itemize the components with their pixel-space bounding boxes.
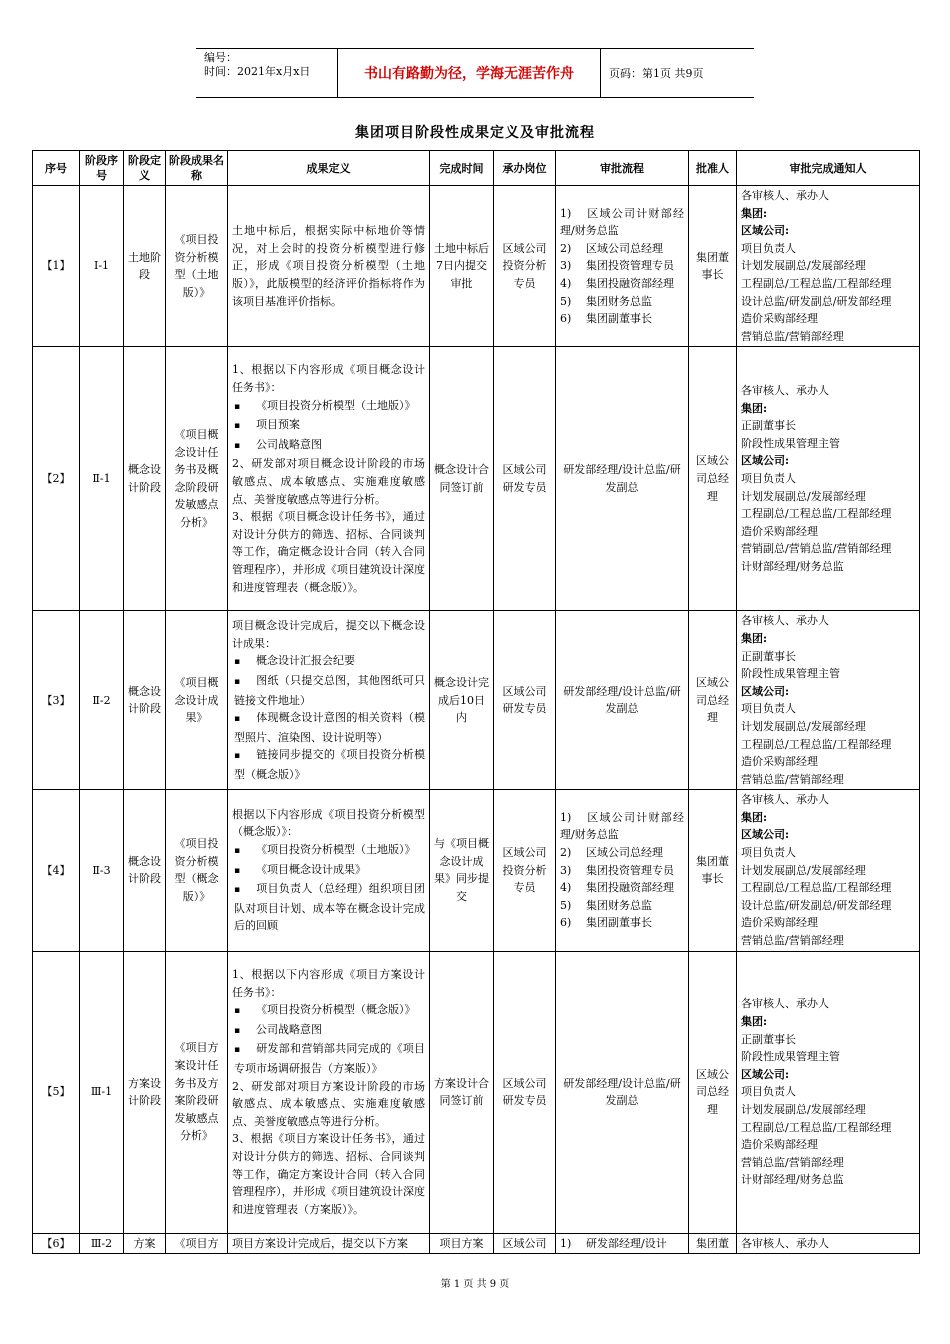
definition-cell <box>228 790 430 951</box>
stage-no-cell: Ⅰ-1 <box>80 186 124 347</box>
notify-line: 区域公司: <box>741 1067 790 1081</box>
col-header: 审批完成通知人 <box>737 151 920 186</box>
notify-line: 集团: <box>741 631 768 645</box>
seq-cell: 【5】 <box>33 951 80 1233</box>
notify-line: 计划发展副总/发展部经理 <box>741 863 866 877</box>
approver-cell: 区域公司总经理 <box>689 951 737 1233</box>
flow-step <box>560 257 684 275</box>
definition-bullet: ▪ 项目负责人（总经理）组织项目团队对项目计划、成本等在概念设计完成后的回顾 <box>232 880 425 935</box>
col-header: 阶段序号 <box>80 151 124 186</box>
flow-step-number: 4) <box>560 881 572 895</box>
notify-line: 区域公司: <box>741 454 790 468</box>
definition-bullet: ▪ 《项目概念设计成果》 <box>232 861 425 881</box>
notify-line: 区域公司: <box>741 684 790 698</box>
definition-text: 3、根据《项目概念设计任务书》，通过对设计分供方的筛选、招标、合同谈判等工作，确定概念设计合同（转入合同管理程序），并形成《项目建筑设计深度和进度管理表（概念版）》。 <box>232 510 425 594</box>
flow-cell <box>556 186 689 347</box>
notify-line: 正副董事长 <box>741 1032 796 1046</box>
notify-line: 造价采购部经理 <box>741 1138 818 1152</box>
table-header-row <box>33 151 920 186</box>
approver-cell: 区域公司总经理 <box>689 347 737 611</box>
definition-bullet: ▪ 体现概念设计意图的相关资料（模型照片、渲染图、设计说明等） <box>232 709 425 746</box>
approver-cell: 集团董 <box>689 1233 737 1254</box>
definition-bullet: ▪ 《项目投资分析模型（概念版）》 <box>232 1001 425 1021</box>
notify-line: 设计总监/研发副总/研发部经理 <box>741 294 892 308</box>
post-cell: 区域公司 <box>494 1233 556 1254</box>
flow-step <box>560 293 684 311</box>
flow-step <box>560 844 684 862</box>
notify-line: 造价采购部经理 <box>741 524 818 538</box>
flow-cell <box>556 951 689 1233</box>
notify-line: 工程副总/工程总监/工程部经理 <box>741 276 892 290</box>
notify-cell <box>737 790 920 951</box>
result-name-cell: 《项目方 <box>166 1233 228 1254</box>
stage-no-cell: Ⅱ-2 <box>80 611 124 790</box>
col-header: 成果定义 <box>228 151 430 186</box>
seq-cell: 【2】 <box>33 347 80 611</box>
stage-def-cell: 概念设计阶段 <box>124 611 166 790</box>
approval-table <box>32 150 920 1254</box>
col-header: 完成时间 <box>430 151 494 186</box>
time-cell: 方案设计合同签订前 <box>430 951 494 1233</box>
stage-no-cell: Ⅲ-1 <box>80 951 124 1233</box>
definition-text: 1、根据以下内容形成《项目方案设计任务书》： <box>232 967 425 999</box>
notify-cell <box>737 186 920 347</box>
flow-step-number: 1) <box>560 810 572 824</box>
notify-line: 工程副总/工程总监/工程部经理 <box>741 1120 892 1134</box>
post-cell: 区域公司投资分析专员 <box>494 186 556 347</box>
notify-line: 营销总监/营销部经理 <box>741 1155 844 1169</box>
notify-cell <box>737 1233 920 1254</box>
flow-text: 研发部经理/设计总监/研发副总 <box>563 463 681 494</box>
notify-line: 各审核人、承办人 <box>741 1236 829 1250</box>
flow-step <box>560 897 684 915</box>
definition-text: 土地中标后，根据实际中标地价等情况，对上会时的投资分析模型进行修正，形成《项目投资分析模型（土地版）》，此版模型的经济评价指标将作为该项目基准评价指标。 <box>232 224 425 308</box>
notify-line: 正副董事长 <box>741 419 796 433</box>
flow-step-number: 5) <box>560 294 572 308</box>
flow-step-text: 集团副董事长 <box>586 916 652 930</box>
post-cell: 区域公司研发专员 <box>494 347 556 611</box>
definition-bullet: ▪ 概念设计汇报会纪要 <box>232 652 425 672</box>
time-cell: 土地中标后7日内提交审批 <box>430 186 494 347</box>
flow-step-text: 研发部经理/设计 <box>586 1236 667 1250</box>
notify-line: 阶段性成果管理主管 <box>741 436 840 450</box>
approver-cell: 集团董事长 <box>689 790 737 951</box>
flow-step <box>560 862 684 880</box>
notify-line: 项目负责人 <box>741 846 796 860</box>
flow-step-text: 集团投融资部经理 <box>586 881 674 895</box>
flow-cell <box>556 347 689 611</box>
stage-def-cell: 概念设计阶段 <box>124 347 166 611</box>
table-row <box>33 611 920 790</box>
flow-step-number: 5) <box>560 898 572 912</box>
flow-step-text: 区域公司总经理 <box>586 241 663 255</box>
definition-bullet: ▪ 公司战略意图 <box>232 436 425 456</box>
definition-cell <box>228 611 430 790</box>
flow-step-number: 1) <box>560 1236 572 1250</box>
result-name-cell: 《项目投资分析模型（概念版）》 <box>166 790 228 951</box>
definition-cell <box>228 186 430 347</box>
definition-cell <box>228 951 430 1233</box>
notify-line: 区域公司: <box>741 224 790 238</box>
notify-line: 设计总监/研发副总/研发部经理 <box>741 898 892 912</box>
notify-line: 区域公司: <box>741 828 790 842</box>
flow-step-text: 区域公司总经理 <box>586 846 663 860</box>
seq-cell: 【3】 <box>33 611 80 790</box>
definition-bullet: ▪ 公司战略意图 <box>232 1021 425 1041</box>
result-name-cell: 《项目概念设计任务书及概念阶段研发敏感点分析》 <box>166 347 228 611</box>
flow-step <box>560 205 684 240</box>
flow-step-text: 集团投融资部经理 <box>586 276 674 290</box>
notify-line: 项目负责人 <box>741 702 796 716</box>
document-title: 集团项目阶段性成果定义及审批流程 <box>355 125 595 141</box>
flow-step-text: 集团财务总监 <box>586 898 652 912</box>
notify-line: 各审核人、承办人 <box>741 384 829 398</box>
notify-line: 造价采购部经理 <box>741 916 818 930</box>
notify-line: 项目负责人 <box>741 472 796 486</box>
flow-step <box>560 275 684 293</box>
flow-step-text: 集团财务总监 <box>586 294 652 308</box>
notify-line: 项目负责人 <box>741 241 796 255</box>
col-header: 审批流程 <box>556 151 689 186</box>
flow-text: 研发部经理/设计总监/研发副总 <box>563 684 681 716</box>
stage-def-cell: 方案设计阶段 <box>124 951 166 1233</box>
notify-line: 正副董事长 <box>741 649 796 663</box>
stage-no-cell: Ⅲ-2 <box>80 1233 124 1254</box>
col-header: 承办岗位 <box>494 151 556 186</box>
notify-line: 营销总监/营销部经理 <box>741 934 844 948</box>
flow-step-number: 3) <box>560 259 572 273</box>
seq-cell: 【1】 <box>33 186 80 347</box>
post-cell: 区域公司研发专员 <box>494 611 556 790</box>
table-row <box>33 951 920 1233</box>
definition-cell <box>228 1233 430 1254</box>
table-row <box>33 186 920 347</box>
time-cell: 项目方案 <box>430 1233 494 1254</box>
flow-step-number: 2) <box>560 241 572 255</box>
notify-line: 计财部经理/财务总监 <box>741 1173 844 1187</box>
notify-line: 阶段性成果管理主管 <box>741 667 840 681</box>
flow-step-number: 6) <box>560 312 572 326</box>
notify-line: 计划发展副总/发展部经理 <box>741 1102 866 1116</box>
flow-step-number: 2) <box>560 846 572 860</box>
notify-line: 计划发展副总/发展部经理 <box>741 719 866 733</box>
notify-line: 造价采购部经理 <box>741 312 818 326</box>
notify-line: 计划发展副总/发展部经理 <box>741 489 866 503</box>
flow-step-number: 3) <box>560 863 572 877</box>
flow-step <box>560 809 684 844</box>
flow-cell <box>556 1233 689 1254</box>
col-header: 阶段定义 <box>124 151 166 186</box>
time-cell: 与《项目概念设计成果》同步提交 <box>430 790 494 951</box>
notify-line: 造价采购部经理 <box>741 755 818 769</box>
approver-cell: 区域公司总经理 <box>689 611 737 790</box>
definition-cell <box>228 347 430 611</box>
notify-cell <box>737 611 920 790</box>
stage-def-cell: 概念设计阶段 <box>124 790 166 951</box>
notify-line: 集团: <box>741 401 768 415</box>
notify-line: 工程副总/工程总监/工程部经理 <box>741 737 892 751</box>
definition-text: 项目概念设计完成后，提交以下概念设计成果： <box>232 619 425 650</box>
definition-bullet: ▪ 链接同步提交的《项目投资分析模型（概念版）》 <box>232 746 425 783</box>
notify-line: 营销总监/营销部经理 <box>741 772 844 786</box>
definition-text: 3、根据《项目方案设计任务书》，通过对设计分供方的筛选、招标、合同谈判等工作，确定方案设计合同（转入合同管理程序），并形成《项目建筑设计深度和进度管理表（方案版）》。 <box>232 1132 425 1216</box>
definition-bullet: ▪ 《项目投资分析模型（土地版）》 <box>232 841 425 861</box>
notify-line: 各审核人、承办人 <box>741 997 829 1011</box>
stage-no-cell: Ⅱ-1 <box>80 347 124 611</box>
flow-step <box>560 914 684 932</box>
definition-text: 项目方案设计完成后，提交以下方案 <box>232 1236 408 1250</box>
table-row <box>33 790 920 951</box>
notify-line: 营销副总/营销总监/营销部经理 <box>741 542 892 556</box>
definition-text: 1、根据以下内容形成《项目概念设计任务书》： <box>232 363 425 395</box>
table-row <box>33 347 920 611</box>
notify-line: 集团: <box>741 206 768 220</box>
flow-step-text: 集团副董事长 <box>586 312 652 326</box>
notify-cell <box>737 347 920 611</box>
definition-text: 2、研发部对项目方案设计阶段的市场敏感点、成本敏感点、实施难度敏感点、美誉度敏感点等进行分析。 <box>232 1079 425 1128</box>
notify-line: 工程副总/工程总监/工程部经理 <box>741 881 892 895</box>
header-meta <box>196 49 338 97</box>
notify-line: 各审核人、承办人 <box>741 189 829 202</box>
stage-no-cell: Ⅱ-3 <box>80 790 124 951</box>
definition-bullet: ▪ 研发部和营销部共同完成的《项目专项市场调研报告（方案版）》 <box>232 1040 425 1077</box>
seq-cell: 【4】 <box>33 790 80 951</box>
flow-step-text: 区域公司计财部经理/财务总监 <box>560 206 684 238</box>
stage-def-cell: 方案 <box>124 1233 166 1254</box>
col-header: 序号 <box>33 151 80 186</box>
header-page-label: 页码：第1页 共9页 <box>609 67 704 80</box>
flow-step <box>560 240 684 258</box>
flow-cell <box>556 790 689 951</box>
definition-bullet: ▪ 图纸（只提交总图，其他图纸可只链接文件地址） <box>232 672 425 709</box>
notify-cell <box>737 951 920 1233</box>
notify-line: 计财部经理/财务总监 <box>741 560 844 574</box>
col-header: 阶段成果名称 <box>166 151 228 186</box>
flow-step <box>560 879 684 897</box>
table-row <box>33 1233 920 1254</box>
definition-text: 2、研发部对项目概念设计阶段的市场敏感点、成本敏感点、实施难度敏感点、美誉度敏感点等进行分析。 <box>232 457 425 506</box>
definition-text: 根据以下内容形成《项目投资分析模型（概念版）》： <box>232 807 425 839</box>
seq-cell: 【6】 <box>33 1233 80 1254</box>
notify-line: 各审核人、承办人 <box>741 614 829 628</box>
flow-step-number: 6) <box>560 916 572 930</box>
flow-step-text: 集团投资管理专员 <box>586 259 674 273</box>
result-name-cell: 《项目概念设计成果》 <box>166 611 228 790</box>
flow-step <box>560 1235 684 1253</box>
notify-line: 工程副总/工程总监/工程部经理 <box>741 507 892 521</box>
time-cell: 概念设计完成后10日内 <box>430 611 494 790</box>
post-cell: 区域公司投资分析专员 <box>494 790 556 951</box>
flow-step <box>560 310 684 328</box>
definition-bullet: ▪ 项目预案 <box>232 416 425 436</box>
number-label: 编号： <box>204 51 237 64</box>
notify-line: 阶段性成果管理主管 <box>741 1050 840 1064</box>
approver-cell: 集团董事长 <box>689 186 737 347</box>
time-cell: 概念设计合同签订前 <box>430 347 494 611</box>
time-label: 时间：2021年x月x日 <box>204 65 311 78</box>
flow-step-number: 4) <box>560 276 572 290</box>
flow-step-text: 区域公司计财部经理/财务总监 <box>560 810 684 842</box>
post-cell: 区域公司研发专员 <box>494 951 556 1233</box>
notify-line: 计划发展副总/发展部经理 <box>741 259 866 273</box>
notify-line: 营销总监/营销部经理 <box>741 329 844 343</box>
flow-cell <box>556 611 689 790</box>
flow-text: 研发部经理/设计总监/研发副总 <box>563 1076 681 1108</box>
col-header: 批准人 <box>689 151 737 186</box>
notify-line: 集团: <box>741 810 768 824</box>
header-motto: 书山有路勤为径，学海无涯苦作舟 <box>338 49 601 97</box>
page-header <box>196 48 754 98</box>
notify-line: 各审核人、承办人 <box>741 793 829 807</box>
definition-bullet: ▪ 《项目投资分析模型（土地版）》 <box>232 397 425 417</box>
result-name-cell: 《项目方案设计任务书及方案阶段研发敏感点分析》 <box>166 951 228 1233</box>
flow-step-number: 1) <box>560 206 572 220</box>
notify-line: 集团: <box>741 1014 768 1028</box>
notify-line: 项目负责人 <box>741 1085 796 1099</box>
page-footer: 第 1 页 共 9 页 <box>440 1279 510 1290</box>
result-name-cell: 《项目投资分析模型（土地版）》 <box>166 186 228 347</box>
stage-def-cell: 土地阶段 <box>124 186 166 347</box>
flow-step-text: 集团投资管理专员 <box>586 863 674 877</box>
